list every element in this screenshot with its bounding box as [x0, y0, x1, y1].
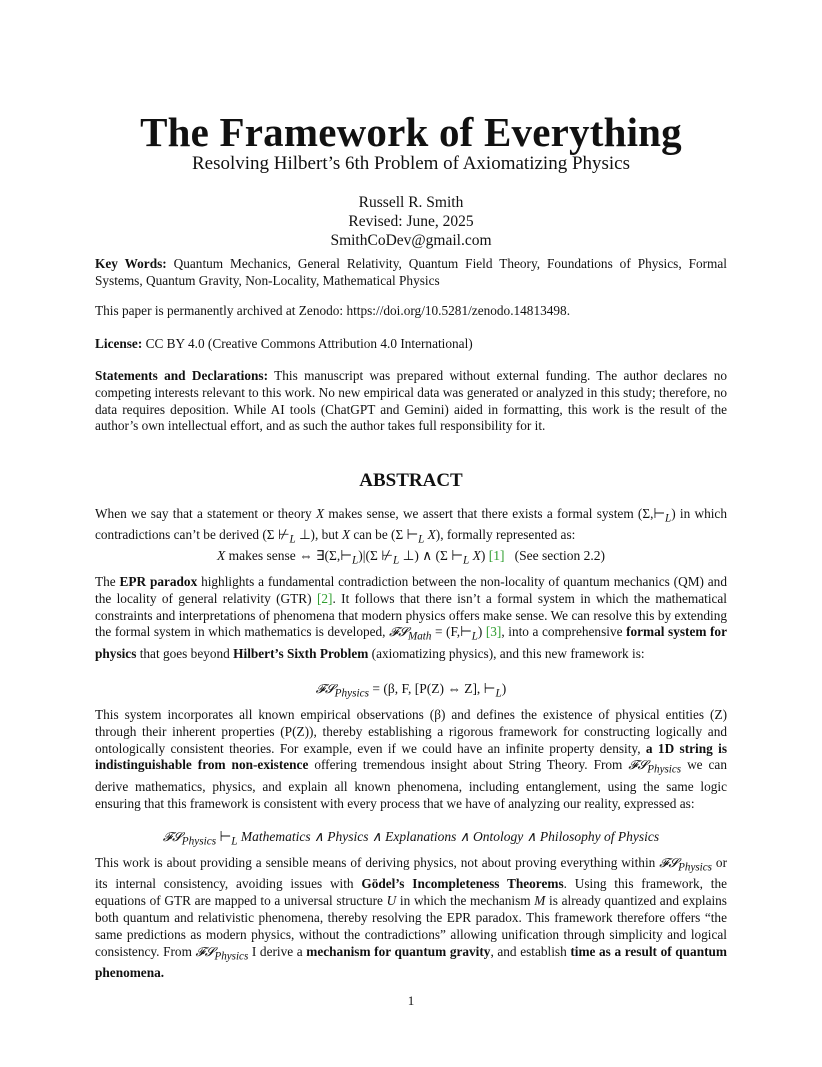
equation-makes-sense: X makes sense ⇔ $\exists(\Sigma,⊢_L)|(\Sigma$ $⊬_L$ ⊥) ∧ (Σ $⊢_L$ X) [1] (See section 2.2): [217, 548, 605, 567]
abstract-paragraph-2: The EPR paradox highlights a fundamental contradiction between the non-locality of quantum mechanics (QM) and the locality of general relativity (GTR) [2]. It follows that there isn’t a formal system in which the mathematical constraints and interpretations of phenomena that modern physics offers make sense. We can resolve this by extending the formal system in which mathematics is developed, 𝓕𝓢$_{Math}$ = $(F,⊢_L)$ [3], into a comprehensive formal system for physics that goes beyond Hilbert’s Sixth Problem (axiomatizing physics), and this new framework is:: [95, 574, 728, 661]
abstract-heading: ABSTRACT: [359, 470, 463, 491]
author-email: SmithCoDev@gmail.com: [330, 232, 492, 249]
paper-subtitle: Resolving Hilbert’s 6th Problem of Axiomatizing Physics: [191, 153, 631, 174]
license-paragraph: [95, 336, 727, 353]
citation-3[interactable]: [3]: [485, 624, 502, 640]
author-name: Russell R. Smith: [358, 194, 464, 211]
revised-date: Revised: June, 2025: [348, 213, 474, 230]
paper-title: The Framework of Everything: [140, 109, 682, 155]
keywords-text: Quantum Mechanics, General Relativity, Quantum Field Theory, Foundations of Physics, Formal Systems, Quantum Gravity, Non-Locality, Mathematical Physics: [95, 256, 727, 288]
citation-2[interactable]: [2]: [316, 590, 333, 606]
keywords-label: Key Words:: [95, 256, 167, 271]
keywords-paragraph: [95, 256, 727, 290]
statements-paragraph: [95, 368, 727, 435]
statements-label: Statements and Declarations:: [95, 368, 268, 383]
archive-paragraph: This paper is permanently archived at Zenodo: https://doi.org/10.5281/zenodo.14813498.: [95, 303, 571, 318]
license-text: CC BY 4.0 (Creative Commons Attribution 4.0 International): [142, 336, 473, 351]
abstract-paragraph-3: This system incorporates all known empirical observations (β) and defines the existence of physical entities (Z) through their inherent properties (P(Z)), thereby establishing a rigorous framework for constructing logically and ontologically consistent theories. For example, even if we could have an infinite property density, a 1D string is indistinguishable from non-existence offering tremendous insight about String Theory. From 𝓕𝓢$_{Physics}$ we can derive mathematics, physics, and explain all known phenomena, including entanglement, using the same logic ensuring that this framework is consistent with every process that we have of analyzing our reality, expressed as:: [95, 707, 727, 811]
abstract-paragraph-4: This work is about providing a sensible means of deriving physics, not about proving everything within 𝓕𝓢$_{Physics}$ or its internal consistency, avoiding issues with Gödel’s Incompleteness Theorems. Using this framework, the equations of GTR are mapped to a universal structure U in which the mechanism M is already quantized and explains both quantum and relativistic phenomena, thereby resolving the EPR paradox. This framework therefore offers “the same predictions as modern physics, without the contradictions” allowing unification through simplicity and logical consistency. From 𝓕𝓢$_{Physics}$ I derive a mechanism for quantum gravity, and establish time as a result of quantum phenomena.: [95, 855, 728, 981]
equation-fs-physics: 𝓕𝓢$_{Physics}$ = (β, F, [P(Z) ⇔ Z], $⊢_L$): [315, 681, 507, 700]
citation-1[interactable]: [1]: [488, 548, 505, 563]
abstract-paragraph-1: When we say that a statement or theory X makes sense, we assert that there exists a formal system $(\Sigma,⊢_L)$ in which contradictions can’t be derived (Σ $⊬_L$ ⊥), but X can be (Σ $⊢_L$ X), formally represented as:: [95, 506, 727, 547]
equation-derivation: 𝓕𝓢$_{Physics}$ $⊢_L$ Mathematics ∧ Physics ∧ Explanations ∧ Ontology ∧ Philosophy of Physics: [162, 829, 660, 848]
license-label: License:: [95, 336, 143, 351]
statements-text: This manuscript was prepared without external funding. The author declares no competing interests relevant to this work. No new empirical data was generated or analyzed in this study; therefore, no data requires deposition. While AI tools (ChatGPT and Gemini) aided in formatting, this work is the result of the author’s own intellectual effort, and as such the author takes full responsibility for it.: [95, 368, 727, 434]
page-number: 1: [407, 993, 415, 1008]
